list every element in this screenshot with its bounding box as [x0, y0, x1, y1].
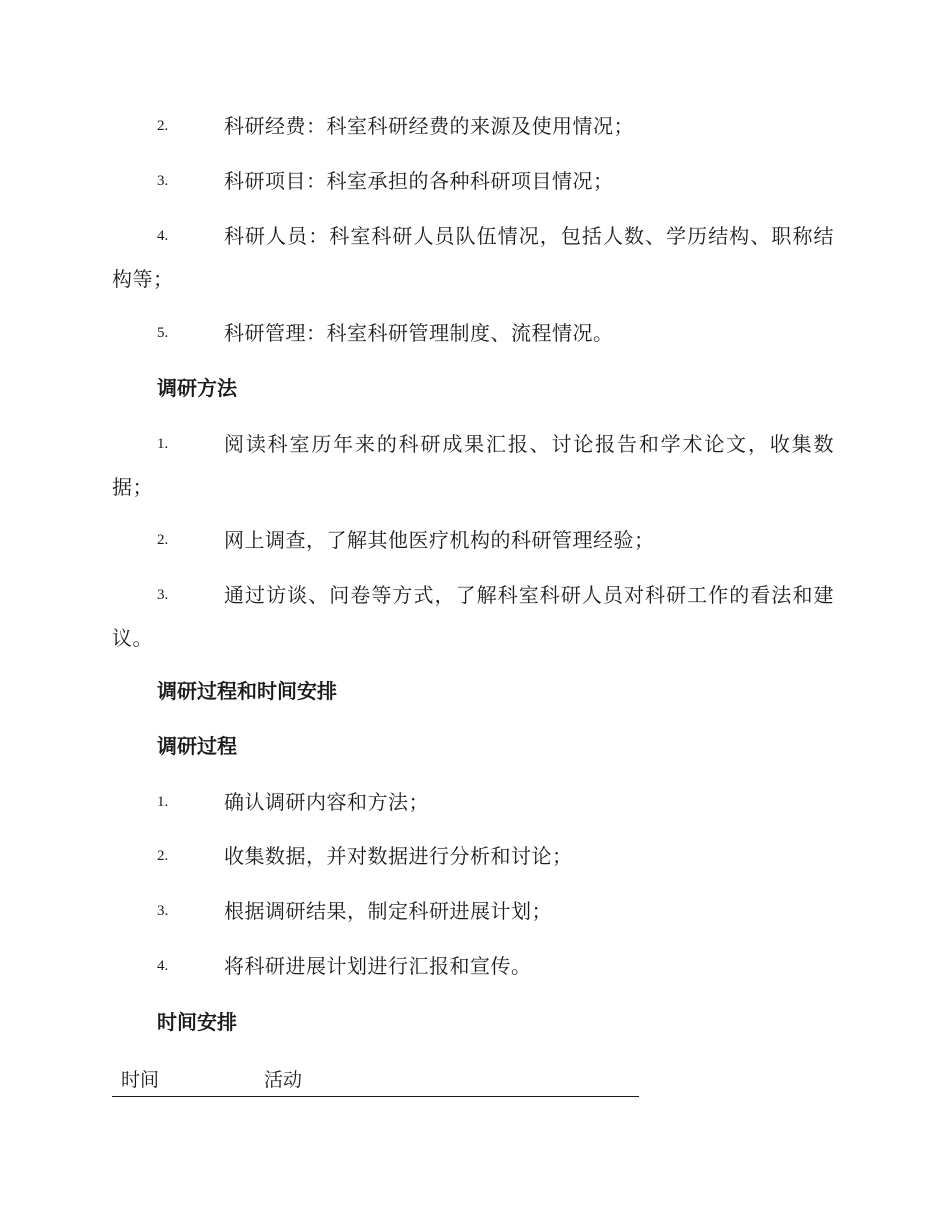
- list-item: [112, 945, 834, 988]
- list-item: [112, 781, 834, 824]
- list-item-number: 5.: [157, 325, 169, 341]
- section-heading-schedule: 时间安排: [157, 1010, 237, 1034]
- section-heading-process: 调研过程: [157, 734, 237, 758]
- table-header-time: 时间: [121, 1069, 160, 1091]
- list-item-text: 通过访谈、问卷等方式，了解科室科研人员对科研工作的看法和建议。: [112, 583, 834, 650]
- list-item: [112, 574, 834, 660]
- list-item: [112, 423, 834, 509]
- table-header-activity: 活动: [264, 1069, 303, 1091]
- list-item: [112, 312, 834, 355]
- list-item-text: 确认调研内容和方法；: [224, 790, 429, 814]
- list-item: [112, 519, 834, 562]
- list-item-number: 1.: [157, 794, 169, 810]
- list-item-number: 2.: [157, 848, 169, 864]
- list-item-number: 4.: [157, 228, 169, 244]
- list-item-number: 2.: [157, 532, 169, 548]
- list-item: [112, 835, 834, 878]
- list-item-text: 根据调研结果，制定科研进展计划；: [224, 899, 552, 923]
- list-item: [112, 105, 834, 148]
- list-item-number: 1.: [157, 436, 169, 452]
- section-heading-process-schedule: 调研过程和时间安排: [157, 679, 337, 703]
- list-item-text: 科研项目：科室承担的各种科研项目情况；: [224, 169, 614, 193]
- list-item-text: 科研人员：科室科研人员队伍情况，包括人数、学历结构、职称结构等；: [112, 224, 834, 291]
- list-item-text: 科研经费：科室科研经费的来源及使用情况；: [224, 114, 634, 138]
- list-item: [112, 215, 834, 301]
- section-heading-method: 调研方法: [157, 376, 237, 400]
- list-item: [112, 890, 834, 933]
- list-item-number: 3.: [157, 173, 169, 189]
- list-item-text: 将科研进展计划进行汇报和宣传。: [224, 954, 532, 978]
- list-item-text: 网上调查，了解其他医疗机构的科研管理经验；: [224, 528, 655, 552]
- list-item-number: 4.: [157, 958, 169, 974]
- list-item-text: 阅读科室历年来的科研成果汇报、讨论报告和学术论文，收集数据；: [112, 432, 834, 499]
- list-item: [112, 160, 834, 203]
- list-item-number: 3.: [157, 587, 169, 603]
- list-item-number: 3.: [157, 903, 169, 919]
- list-item-text: 科研管理：科室科研管理制度、流程情况。: [224, 321, 614, 345]
- schedule-table-header: [112, 1060, 639, 1097]
- list-item-number: 2.: [157, 118, 169, 134]
- list-item-text: 收集数据，并对数据进行分析和讨论；: [224, 844, 573, 868]
